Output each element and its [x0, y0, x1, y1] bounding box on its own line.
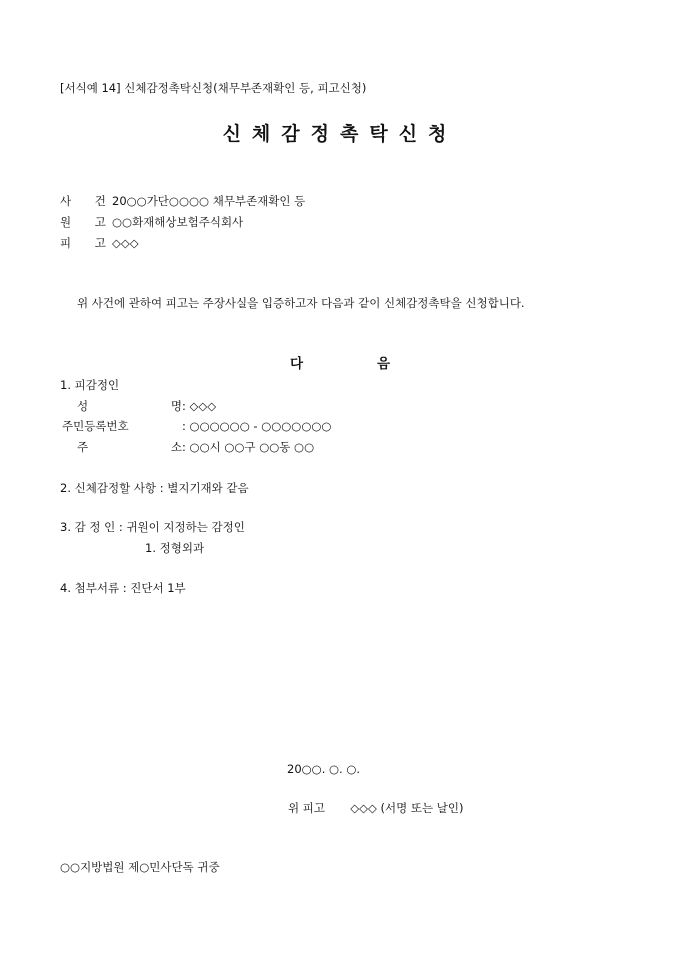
case-label: 사 건: [60, 194, 116, 208]
signature-note: (서명 또는 날인): [380, 801, 464, 815]
signature-label: 위 피고: [288, 801, 325, 815]
subject-address-label: 주 소: [77, 440, 182, 454]
plaintiff-row: [60, 214, 243, 230]
plaintiff-value: ○○화재해상보험주식회사: [112, 215, 244, 229]
defendant-value: ◇◇◇: [112, 236, 139, 250]
form-label: [서식예 14] 신체감정촉탁신청(채무부존재확인 등, 피고신청): [60, 81, 367, 95]
plaintiff-label: 원 고: [60, 215, 116, 229]
subject-rrn-label: 주민등록번호: [62, 419, 129, 433]
subject-address-row: [77, 439, 314, 455]
item4: 4. 첨부서류 : 진단서 1부: [60, 581, 186, 595]
signature-name: ◇◇◇: [350, 801, 377, 815]
heading-da: 다: [290, 356, 304, 372]
item1-title: 1. 피감정인: [60, 378, 120, 392]
application-date: 20○○. ○. ○.: [287, 762, 361, 776]
defendant-label: 피 고: [60, 236, 116, 250]
court-addressee: ○○지방법원 제○민사단독 귀중: [60, 860, 220, 874]
subject-name-row: [77, 398, 216, 414]
signature-line: [288, 800, 463, 816]
document-title: 신체감정촉탁신청: [222, 123, 458, 145]
subject-name-value: : ◇◇◇: [182, 399, 217, 413]
subject-address-value: : ○○시 ○○구 ○○동 ○○: [182, 440, 315, 454]
item2: 2. 신체감정할 사항 : 별지기재와 같음: [60, 481, 249, 495]
heading-eum: 음: [377, 356, 391, 372]
item3: 3. 감 정 인 : 귀원이 지정하는 감정인: [60, 520, 245, 534]
subject-name-label: 성 명: [77, 399, 182, 413]
subject-rrn-row: [62, 418, 331, 434]
case-row: [60, 193, 305, 209]
subject-rrn-value: : ○○○○○○ - ○○○○○○○: [182, 419, 332, 433]
case-value: 20○○가단○○○○ 채무부존재확인 등: [112, 194, 306, 208]
intro-paragraph: 위 사건에 관하여 피고는 주장사실을 입증하고자 다음과 같이 신체감정촉탁을 신청합니다.: [77, 296, 525, 310]
item3-sub: 1. 정형외과: [145, 541, 205, 555]
defendant-row: [60, 235, 139, 251]
